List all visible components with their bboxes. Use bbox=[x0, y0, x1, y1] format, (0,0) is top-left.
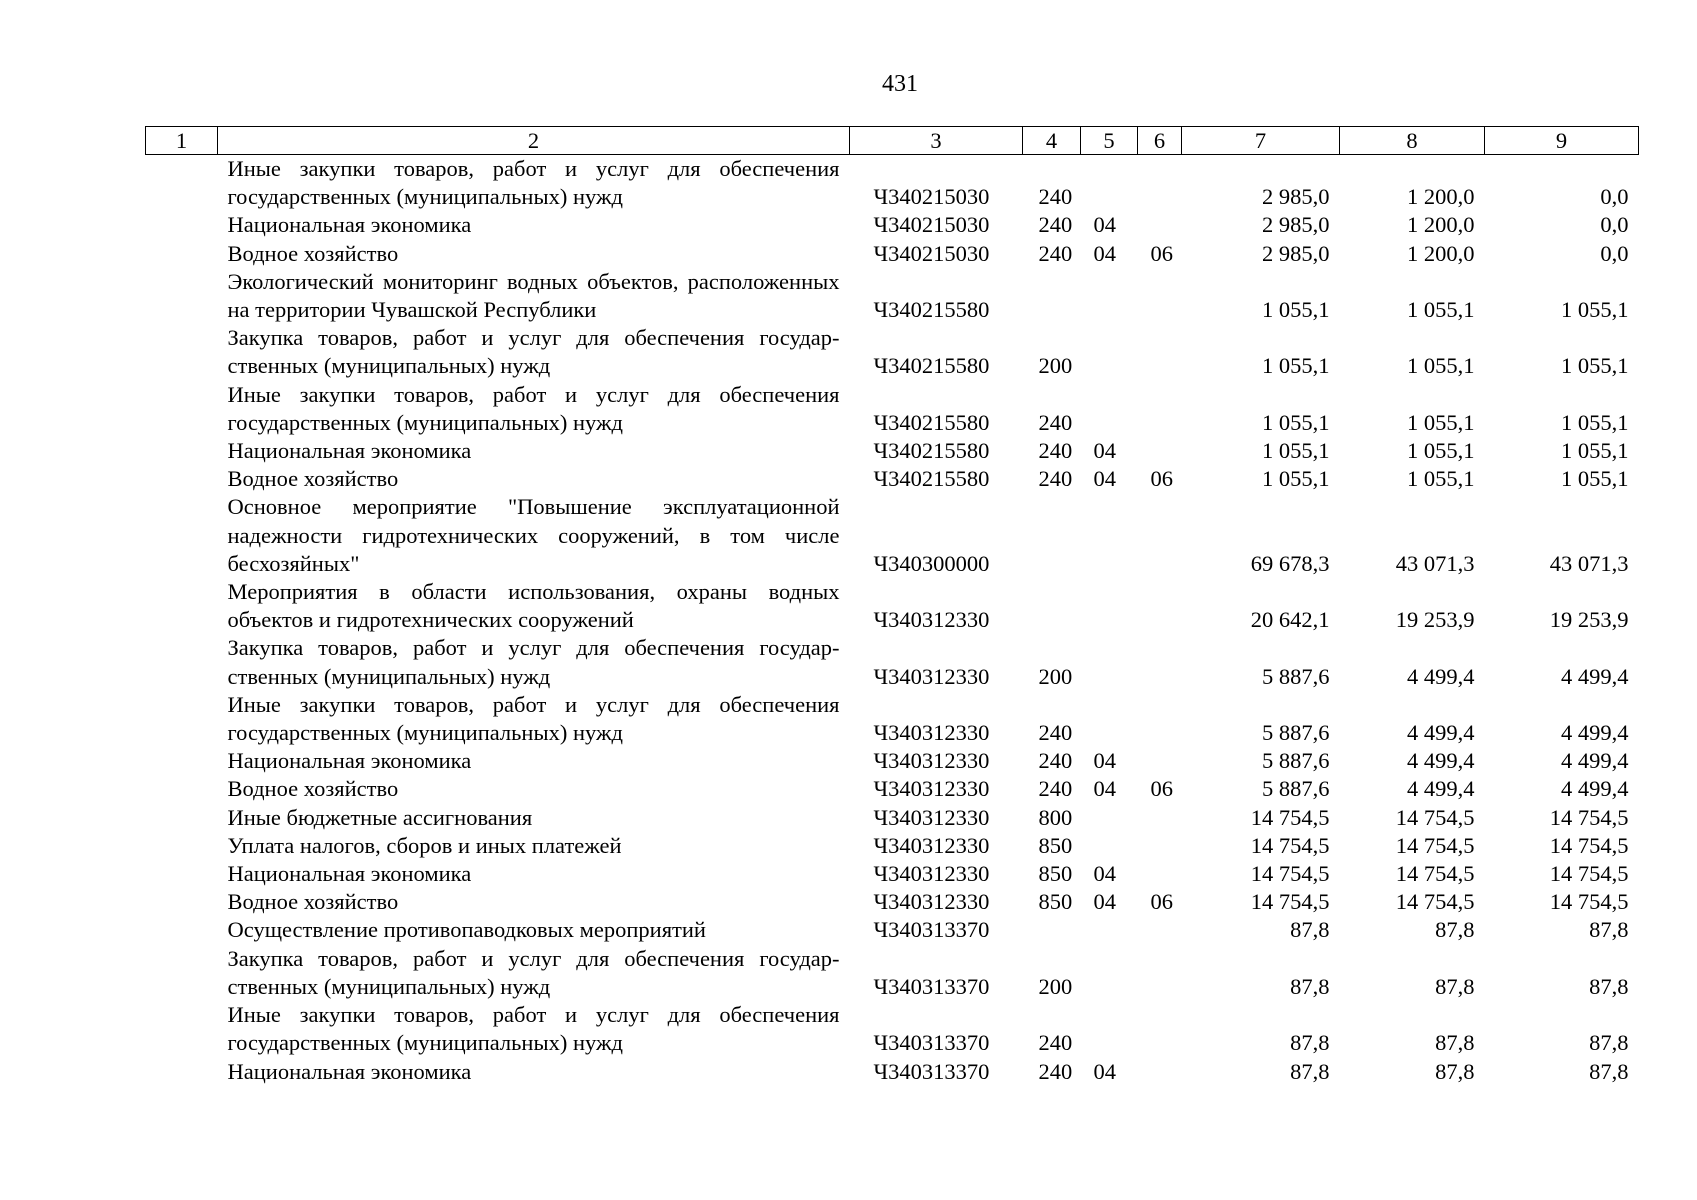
target-article-cell: Ч340312330 bbox=[873, 720, 990, 746]
amount-col-8-cell: 1 055,1 bbox=[1407, 353, 1475, 379]
expense-type-cell: 800 bbox=[1038, 804, 1073, 830]
amount-col-7-cell: 14 754,5 bbox=[1250, 832, 1330, 858]
target-article-cell: Ч340312330 bbox=[873, 832, 990, 858]
expense-type-cell: 240 bbox=[1038, 212, 1073, 238]
row-number-cell bbox=[146, 860, 218, 888]
table-row bbox=[146, 578, 1639, 634]
subsection-cell bbox=[1138, 493, 1182, 578]
amount-col-7-cell: 20 642,1 bbox=[1250, 607, 1330, 633]
amount-col-8-cell: 4 499,4 bbox=[1407, 663, 1475, 689]
table-row bbox=[146, 860, 1639, 888]
row-name-cell: Мероприятия в области использования, охраны водных объектов и гидротехнических сооружений bbox=[227, 579, 840, 633]
row-number-cell bbox=[146, 465, 218, 493]
section-cell: 04 bbox=[1093, 466, 1116, 492]
expense-type-cell: 850 bbox=[1038, 861, 1073, 887]
table-row bbox=[146, 324, 1639, 380]
amount-col-8-cell: 87,8 bbox=[1435, 1058, 1475, 1084]
section-cell bbox=[1081, 268, 1138, 324]
subsection-cell bbox=[1138, 916, 1182, 944]
section-cell bbox=[1081, 691, 1138, 747]
row-name-cell: Иные закупки товаров, работ и услуг для обеспечения государственных (муниципальных) нужд bbox=[227, 381, 840, 435]
section-cell bbox=[1081, 1001, 1138, 1057]
amount-col-8-cell: 19 253,9 bbox=[1395, 607, 1475, 633]
amount-col-7-cell: 2 985,0 bbox=[1262, 212, 1330, 238]
table-row bbox=[146, 804, 1639, 832]
amount-col-9-cell: 4 499,4 bbox=[1561, 663, 1629, 689]
amount-col-7-cell: 5 887,6 bbox=[1262, 663, 1330, 689]
amount-col-7-cell: 87,8 bbox=[1290, 917, 1330, 943]
table-row bbox=[146, 1001, 1639, 1057]
section-cell: 04 bbox=[1093, 889, 1116, 915]
row-number-cell bbox=[146, 155, 218, 212]
row-name-cell: Иные закупки товаров, работ и услуг для обеспечения государственных (муниципальных) нужд bbox=[227, 691, 840, 746]
target-article-cell: Ч340215030 bbox=[873, 184, 990, 210]
amount-col-7-cell: 1 055,1 bbox=[1262, 353, 1330, 379]
expense-type-cell bbox=[1023, 916, 1081, 944]
amount-col-9-cell: 0,0 bbox=[1600, 240, 1629, 266]
row-name-cell: Осуществление противопаводковых мероприятий bbox=[227, 917, 706, 943]
amount-col-8-cell: 4 499,4 bbox=[1407, 748, 1475, 774]
amount-col-9-cell: 87,8 bbox=[1589, 973, 1629, 999]
subsection-cell bbox=[1138, 268, 1182, 324]
row-number-cell bbox=[146, 775, 218, 803]
amount-col-8-cell: 1 055,1 bbox=[1407, 466, 1475, 492]
subsection-cell bbox=[1138, 945, 1182, 1001]
section-cell bbox=[1081, 155, 1138, 212]
row-name-cell: Уплата налогов, сборов и иных платежей bbox=[227, 832, 622, 858]
amount-col-9-cell: 4 499,4 bbox=[1561, 776, 1629, 802]
table-row bbox=[146, 691, 1639, 747]
target-article-cell: Ч340215580 bbox=[873, 438, 990, 464]
table-row bbox=[146, 945, 1639, 1001]
target-article-cell: Ч340312330 bbox=[873, 804, 990, 830]
amount-col-7-cell: 87,8 bbox=[1290, 973, 1330, 999]
row-number-cell bbox=[146, 804, 218, 832]
amount-col-7-cell: 1 055,1 bbox=[1262, 438, 1330, 464]
row-number-cell bbox=[146, 888, 218, 916]
amount-col-8-cell: 87,8 bbox=[1435, 973, 1475, 999]
expense-type-cell: 240 bbox=[1038, 184, 1073, 210]
amount-col-8-cell: 43 071,3 bbox=[1395, 550, 1475, 576]
amount-col-7-cell: 87,8 bbox=[1290, 1030, 1330, 1056]
row-number-cell bbox=[146, 832, 218, 860]
subsection-cell: 06 bbox=[1150, 466, 1173, 492]
subsection-cell bbox=[1138, 832, 1182, 860]
amount-col-9-cell: 1 055,1 bbox=[1561, 353, 1629, 379]
section-cell bbox=[1081, 945, 1138, 1001]
amount-col-7-cell: 69 678,3 bbox=[1250, 550, 1330, 576]
amount-col-9-cell: 1 055,1 bbox=[1561, 409, 1629, 435]
amount-col-7-cell: 1 055,1 bbox=[1262, 466, 1330, 492]
row-name-cell: Закупка товаров, работ и услуг для обеспечения государственных (муниципальных) нужд bbox=[227, 635, 840, 689]
row-name-cell: Водное хозяйство bbox=[227, 776, 399, 802]
amount-col-9-cell: 87,8 bbox=[1589, 917, 1629, 943]
amount-col-8-cell: 4 499,4 bbox=[1407, 776, 1475, 802]
row-number-cell bbox=[146, 381, 218, 437]
section-cell: 04 bbox=[1093, 776, 1116, 802]
expense-type-cell: 240 bbox=[1038, 409, 1073, 435]
amount-col-9-cell: 87,8 bbox=[1589, 1030, 1629, 1056]
amount-col-7-cell: 2 985,0 bbox=[1262, 184, 1330, 210]
header-row bbox=[146, 127, 1639, 155]
expense-type-cell: 240 bbox=[1038, 438, 1073, 464]
target-article-cell: Ч340215030 bbox=[873, 240, 990, 266]
target-article-cell: Ч340312330 bbox=[873, 776, 990, 802]
amount-col-9-cell: 0,0 bbox=[1600, 212, 1629, 238]
expense-type-cell: 240 bbox=[1038, 748, 1073, 774]
table-row bbox=[146, 268, 1639, 324]
row-number-cell bbox=[146, 1001, 218, 1057]
subsection-cell bbox=[1138, 691, 1182, 747]
header-col-7: 7 bbox=[1182, 127, 1340, 155]
expense-type-cell: 850 bbox=[1038, 832, 1073, 858]
amount-col-9-cell: 87,8 bbox=[1589, 1058, 1629, 1084]
subsection-cell bbox=[1138, 211, 1182, 239]
row-number-cell bbox=[146, 211, 218, 239]
header-col-8: 8 bbox=[1340, 127, 1485, 155]
row-name-cell: Водное хозяйство bbox=[227, 889, 399, 915]
table-row bbox=[146, 211, 1639, 239]
subsection-cell bbox=[1138, 1001, 1182, 1057]
target-article-cell: Ч340313370 bbox=[873, 973, 990, 999]
row-name-cell: Закупка товаров, работ и услуг для обеспечения государственных (муниципальных) нужд bbox=[227, 945, 840, 999]
row-name-cell: Основное мероприятие "Повышение эксплуатационной надежности гидротехнических сооружений, в том числе бесхозяйных" bbox=[227, 494, 840, 576]
section-cell: 04 bbox=[1093, 861, 1116, 887]
amount-col-8-cell: 1 055,1 bbox=[1407, 297, 1475, 323]
table-row bbox=[146, 155, 1639, 212]
table-body bbox=[146, 155, 1639, 1086]
target-article-cell: Ч340300000 bbox=[873, 550, 990, 576]
budget-table bbox=[145, 126, 1639, 1086]
section-cell bbox=[1081, 578, 1138, 634]
page-number: 431 bbox=[882, 71, 918, 97]
target-article-cell: Ч340313370 bbox=[873, 917, 990, 943]
expense-type-cell: 240 bbox=[1038, 720, 1073, 746]
amount-col-7-cell: 1 055,1 bbox=[1262, 409, 1330, 435]
table-row bbox=[146, 775, 1639, 803]
row-name-cell: Национальная экономика bbox=[227, 212, 472, 238]
header-col-1: 1 bbox=[146, 127, 218, 155]
row-name-cell: Иные бюджетные ассигнования bbox=[227, 804, 533, 830]
row-number-cell bbox=[146, 437, 218, 465]
amount-col-8-cell: 1 200,0 bbox=[1407, 212, 1475, 238]
subsection-cell: 06 bbox=[1150, 889, 1173, 915]
amount-col-7-cell: 2 985,0 bbox=[1262, 240, 1330, 266]
subsection-cell bbox=[1138, 747, 1182, 775]
section-cell bbox=[1081, 324, 1138, 380]
target-article-cell: Ч340313370 bbox=[873, 1058, 990, 1084]
target-article-cell: Ч340215580 bbox=[873, 297, 990, 323]
row-number-cell bbox=[146, 634, 218, 690]
table-row bbox=[146, 437, 1639, 465]
section-cell bbox=[1081, 804, 1138, 832]
row-name-cell: Национальная экономика bbox=[227, 748, 472, 774]
amount-col-9-cell: 1 055,1 bbox=[1561, 466, 1629, 492]
header-col-4: 4 bbox=[1023, 127, 1081, 155]
row-number-cell bbox=[146, 324, 218, 380]
expense-type-cell: 200 bbox=[1038, 663, 1073, 689]
subsection-cell bbox=[1138, 381, 1182, 437]
row-name-cell: Экологический мониторинг водных объектов, расположенных на территории Чувашской Республики bbox=[227, 268, 840, 323]
target-article-cell: Ч340312330 bbox=[873, 889, 990, 915]
table-row bbox=[146, 747, 1639, 775]
row-name-cell: Национальная экономика bbox=[227, 861, 472, 887]
table-row bbox=[146, 634, 1639, 690]
amount-col-9-cell: 0,0 bbox=[1600, 184, 1629, 210]
expense-type-cell: 240 bbox=[1038, 776, 1073, 802]
amount-col-7-cell: 87,8 bbox=[1290, 1058, 1330, 1084]
amount-col-9-cell: 4 499,4 bbox=[1561, 748, 1629, 774]
row-number-cell bbox=[146, 240, 218, 268]
row-name-cell: Иные закупки товаров, работ и услуг для обеспечения государственных (муниципальных) нужд bbox=[227, 156, 840, 210]
target-article-cell: Ч340313370 bbox=[873, 1030, 990, 1056]
table-row bbox=[146, 240, 1639, 268]
header-col-9: 9 bbox=[1485, 127, 1639, 155]
header-col-5: 5 bbox=[1081, 127, 1138, 155]
section-cell bbox=[1081, 916, 1138, 944]
header-col-2: 2 bbox=[218, 127, 850, 155]
amount-col-9-cell: 1 055,1 bbox=[1561, 297, 1629, 323]
subsection-cell: 06 bbox=[1150, 776, 1173, 802]
header-col-6: 6 bbox=[1138, 127, 1182, 155]
amount-col-9-cell: 14 754,5 bbox=[1549, 861, 1629, 887]
amount-col-7-cell: 14 754,5 bbox=[1250, 889, 1330, 915]
amount-col-8-cell: 14 754,5 bbox=[1395, 861, 1475, 887]
section-cell: 04 bbox=[1093, 212, 1116, 238]
amount-col-8-cell: 4 499,4 bbox=[1407, 720, 1475, 746]
table-row bbox=[146, 888, 1639, 916]
section-cell: 04 bbox=[1093, 1058, 1116, 1084]
amount-col-9-cell: 19 253,9 bbox=[1549, 607, 1629, 633]
amount-col-8-cell: 1 055,1 bbox=[1407, 438, 1475, 464]
section-cell bbox=[1081, 493, 1138, 578]
amount-col-7-cell: 5 887,6 bbox=[1262, 720, 1330, 746]
subsection-cell bbox=[1138, 155, 1182, 212]
row-number-cell bbox=[146, 578, 218, 634]
amount-col-8-cell: 14 754,5 bbox=[1395, 889, 1475, 915]
section-cell bbox=[1081, 832, 1138, 860]
amount-col-9-cell: 14 754,5 bbox=[1549, 889, 1629, 915]
amount-col-7-cell: 14 754,5 bbox=[1250, 804, 1330, 830]
subsection-cell bbox=[1138, 437, 1182, 465]
amount-col-8-cell: 1 055,1 bbox=[1407, 409, 1475, 435]
row-number-cell bbox=[146, 945, 218, 1001]
row-name-cell: Национальная экономика bbox=[227, 438, 472, 464]
amount-col-9-cell: 14 754,5 bbox=[1549, 804, 1629, 830]
row-name-cell: Национальная экономика bbox=[227, 1058, 472, 1084]
expense-type-cell: 240 bbox=[1038, 466, 1073, 492]
row-name-cell: Закупка товаров, работ и услуг для обеспечения государственных (муниципальных) нужд bbox=[227, 325, 840, 379]
expense-type-cell bbox=[1023, 578, 1081, 634]
amount-col-7-cell: 14 754,5 bbox=[1250, 861, 1330, 887]
target-article-cell: Ч340312330 bbox=[873, 663, 990, 689]
table-row bbox=[146, 1058, 1639, 1086]
amount-col-9-cell: 43 071,3 bbox=[1549, 550, 1629, 576]
table-row bbox=[146, 832, 1639, 860]
target-article-cell: Ч340312330 bbox=[873, 748, 990, 774]
subsection-cell bbox=[1138, 634, 1182, 690]
expense-type-cell bbox=[1023, 268, 1081, 324]
row-number-cell bbox=[146, 916, 218, 944]
target-article-cell: Ч340312330 bbox=[873, 861, 990, 887]
row-number-cell bbox=[146, 747, 218, 775]
row-number-cell bbox=[146, 1058, 218, 1086]
target-article-cell: Ч340215580 bbox=[873, 353, 990, 379]
section-cell: 04 bbox=[1093, 748, 1116, 774]
amount-col-9-cell: 4 499,4 bbox=[1561, 720, 1629, 746]
subsection-cell bbox=[1138, 804, 1182, 832]
section-cell bbox=[1081, 381, 1138, 437]
table-header bbox=[146, 127, 1639, 155]
amount-col-8-cell: 87,8 bbox=[1435, 917, 1475, 943]
subsection-cell bbox=[1138, 324, 1182, 380]
expense-type-cell: 200 bbox=[1038, 973, 1073, 999]
header-col-3: 3 bbox=[850, 127, 1023, 155]
amount-col-9-cell: 14 754,5 bbox=[1549, 832, 1629, 858]
subsection-cell bbox=[1138, 860, 1182, 888]
amount-col-8-cell: 1 200,0 bbox=[1407, 184, 1475, 210]
target-article-cell: Ч340312330 bbox=[873, 607, 990, 633]
row-name-cell: Водное хозяйство bbox=[227, 240, 399, 266]
row-number-cell bbox=[146, 268, 218, 324]
section-cell: 04 bbox=[1093, 240, 1116, 266]
subsection-cell bbox=[1138, 578, 1182, 634]
row-number-cell bbox=[146, 691, 218, 747]
expense-type-cell: 200 bbox=[1038, 353, 1073, 379]
section-cell: 04 bbox=[1093, 438, 1116, 464]
amount-col-9-cell: 1 055,1 bbox=[1561, 438, 1629, 464]
target-article-cell: Ч340215030 bbox=[873, 212, 990, 238]
row-name-cell: Водное хозяйство bbox=[227, 466, 399, 492]
expense-type-cell: 240 bbox=[1038, 1058, 1073, 1084]
row-name-cell: Иные закупки товаров, работ и услуг для обеспечения государственных (муниципальных) нужд bbox=[227, 1002, 840, 1056]
amount-col-8-cell: 14 754,5 bbox=[1395, 832, 1475, 858]
amount-col-8-cell: 1 200,0 bbox=[1407, 240, 1475, 266]
table-row bbox=[146, 493, 1639, 578]
expense-type-cell: 240 bbox=[1038, 1030, 1073, 1056]
amount-col-7-cell: 1 055,1 bbox=[1262, 297, 1330, 323]
amount-col-7-cell: 5 887,6 bbox=[1262, 748, 1330, 774]
amount-col-8-cell: 87,8 bbox=[1435, 1030, 1475, 1056]
expense-type-cell bbox=[1023, 493, 1081, 578]
amount-col-7-cell: 5 887,6 bbox=[1262, 776, 1330, 802]
amount-col-8-cell: 14 754,5 bbox=[1395, 804, 1475, 830]
subsection-cell: 06 bbox=[1150, 240, 1173, 266]
row-number-cell bbox=[146, 493, 218, 578]
target-article-cell: Ч340215580 bbox=[873, 466, 990, 492]
expense-type-cell: 240 bbox=[1038, 240, 1073, 266]
section-cell bbox=[1081, 634, 1138, 690]
table-row bbox=[146, 465, 1639, 493]
table-row bbox=[146, 916, 1639, 944]
table-row bbox=[146, 381, 1639, 437]
expense-type-cell: 850 bbox=[1038, 889, 1073, 915]
target-article-cell: Ч340215580 bbox=[873, 409, 990, 435]
subsection-cell bbox=[1138, 1058, 1182, 1086]
